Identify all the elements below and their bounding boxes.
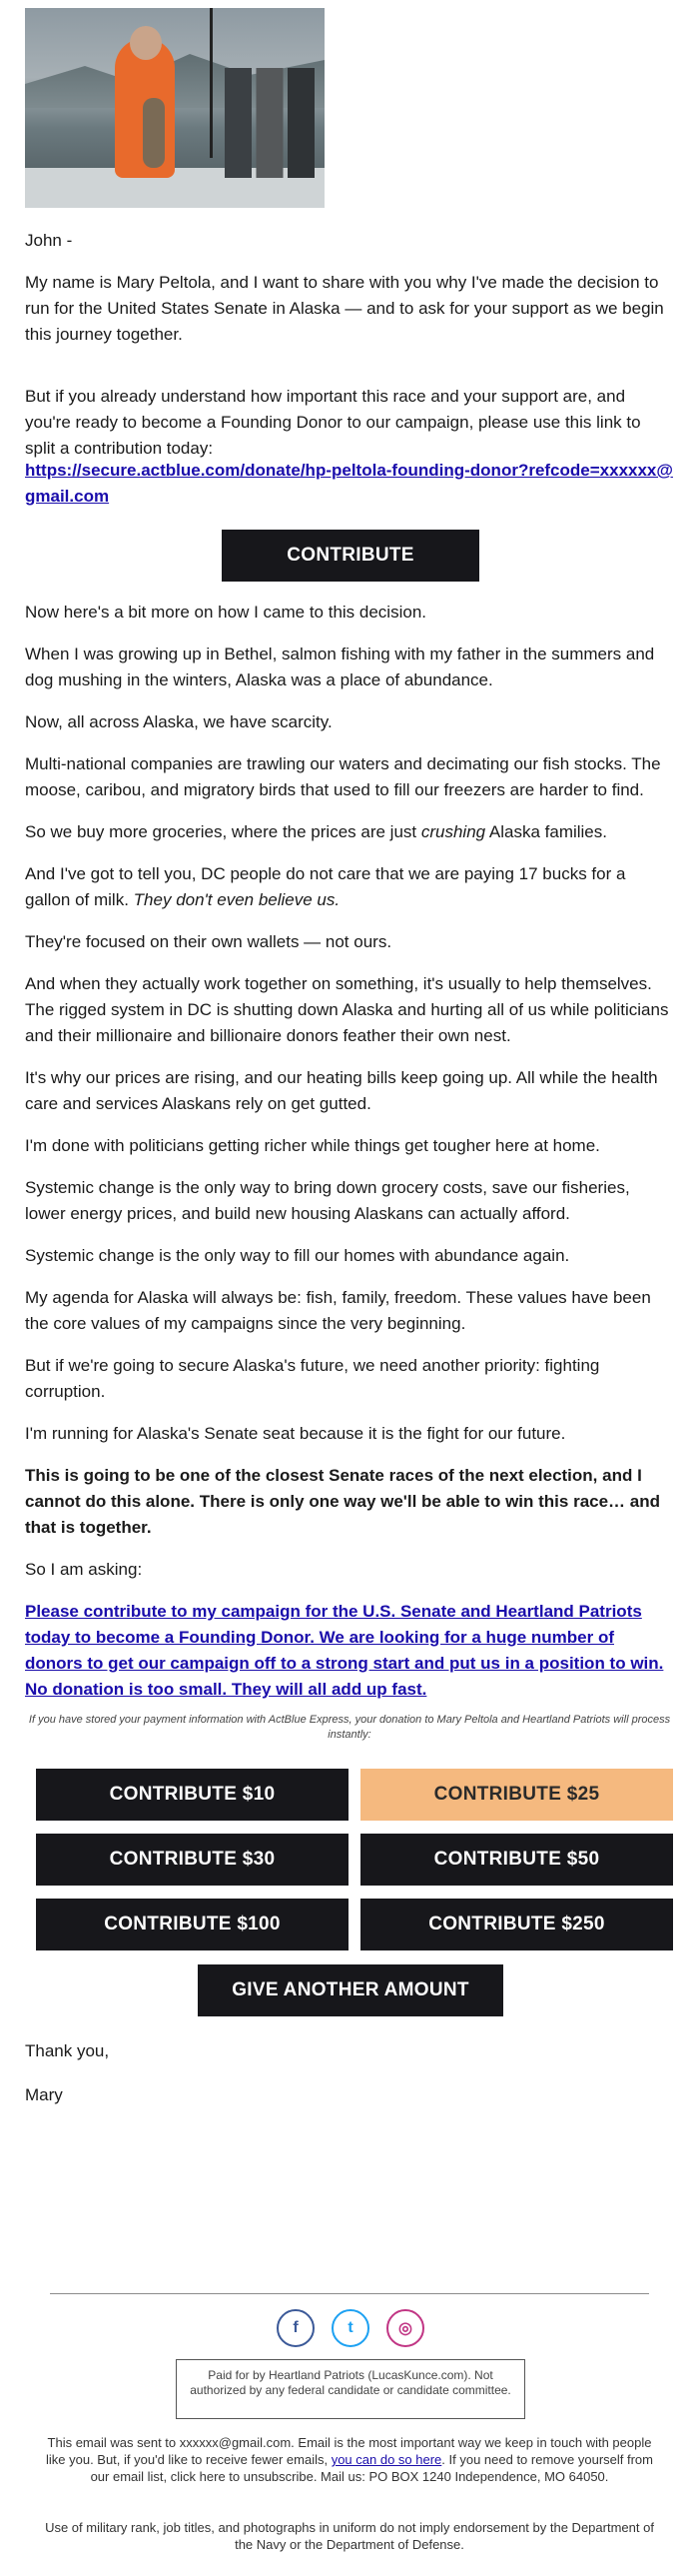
footer-sent-to: This email was sent to xxxxxx@gmail.com. Email is the most important way we keep in touch with people like you. But, if you'd like to receive fewer emails, you can do so here. If you need to remove yourself from our email list, click here to unsubscribe. Mail us: PO BOX 1240 Independence, MO 64050. [45, 2435, 653, 2484]
fewer-emails-link[interactable]: you can do so here [331, 2452, 442, 2467]
ask-link[interactable]: Please contribute to my campaign for the U.S. Senate and Heartland Patriots today to become a Founding Donor. We are looking for a huge number of donors to get our campaign off to a strong start and put us in a position to win. No donation is too small. They will all add up fast. [25, 1602, 664, 1699]
paid-for-disclaimer: Paid for by Heartland Patriots (LucasKunce.com). Not authorized by any federal candidate or candidate committee. [176, 2359, 525, 2419]
closing-thank-you: Thank you, [25, 2041, 110, 2060]
paragraph-asking: So I am asking: [25, 1560, 143, 1579]
twitter-icon[interactable]: t [332, 2309, 369, 2347]
paragraph-decision: Now here's a bit more on how I came to this decision. [25, 603, 426, 622]
footer-military-disclaimer: Use of military rank, job titles, and photographs in uniform do not imply endorsement by the Department of the Navy or the Department of Defense. [45, 2520, 654, 2552]
give-another-amount-button[interactable]: GIVE ANOTHER AMOUNT [198, 1964, 503, 2016]
email-body [25, 0, 674, 2552]
ask-link-paragraph [25, 1599, 674, 1703]
contribute-50-button[interactable]: CONTRIBUTE $50 [360, 1834, 673, 1886]
paragraph-agenda: My agenda for Alaska will always be: fish, family, freedom. These values have been the core values of my campaigns since the very beginning. [25, 1288, 651, 1333]
contribute-10-button[interactable]: CONTRIBUTE $10 [36, 1769, 349, 1821]
paragraph-groceries: So we buy more groceries, where the prices are just crushing Alaska families. [25, 822, 607, 841]
paragraph-systemic-1: Systemic change is the only way to bring down grocery costs, save our fisheries, lower energy prices, and build new housing Alaskans can actually afford. [25, 1178, 630, 1223]
paragraph-closest-race: This is going to be one of the closest Senate races of the next election, and I cannot do this alone. There is only one way we'll be able to win this race… and that is together. [25, 1466, 661, 1537]
actblue-express-note: If you have stored your payment information with ActBlue Express, your donation to Mary Peltola and Heartland Patriots will process instantly: [28, 1714, 671, 1741]
paragraph-milk: And I've got to tell you, DC people do not care that we are paying 17 bucks for a gallon of milk. They don't even believe us. [25, 864, 626, 909]
paragraph-founding: But if you already understand how important this race and your support are, and you're ready to become a Founding Donor to our campaign, please use this link to split a contribution today: [25, 387, 641, 458]
contribute-250-button[interactable]: CONTRIBUTE $250 [360, 1899, 673, 1950]
facebook-icon[interactable]: f [277, 2309, 315, 2347]
donate-link-paragraph [25, 458, 674, 510]
contribute-25-button[interactable]: CONTRIBUTE $25 [360, 1769, 673, 1821]
instagram-icon[interactable]: ◎ [386, 2309, 424, 2347]
paragraph-trawling: Multi-national companies are trawling our waters and decimating our fish stocks. The moose, caribou, and migratory birds that used to fill our freezers are harder to find. [25, 754, 661, 799]
closing-signature: Mary [25, 2085, 63, 2104]
greeting: John - [25, 231, 73, 250]
paragraph-rigged: And when they actually work together on something, it's usually to help themselves. The rigged system in DC is shutting down Alaska and hurting all of us while politicians and their millionaire and billionaire donors feather their own nest. [25, 974, 669, 1045]
paragraph-intro: My name is Mary Peltola, and I want to share with you why I've made the decision to run for the United States Senate in Alaska — and to ask for your support as we begin this journey together. [25, 273, 664, 344]
paragraph-bethel: When I was growing up in Bethel, salmon fishing with my father in the summers and dog mushing in the winters, Alaska was a place of abundance. [25, 644, 655, 689]
footer-divider [50, 2293, 649, 2294]
paragraph-systemic-2: Systemic change is the only way to fill our homes with abundance again. [25, 1246, 570, 1265]
paragraph-prices: It's why our prices are rising, and our heating bills keep going up. All while the health care and services Alaskans rely on get gutted. [25, 1068, 658, 1113]
donate-link[interactable]: https://secure.actblue.com/donate/hp-peltola-founding-donor?refcode=xxxxxx@gmail.com [25, 461, 673, 506]
contribute-button[interactable]: CONTRIBUTE [222, 530, 479, 582]
paragraph-wallets: They're focused on their own wallets — not ours. [25, 932, 392, 951]
hero-photo [25, 8, 325, 208]
paragraph-done: I'm done with politicians getting richer while things get tougher here at home. [25, 1136, 600, 1155]
contribute-100-button[interactable]: CONTRIBUTE $100 [36, 1899, 349, 1950]
paragraph-corruption: But if we're going to secure Alaska's future, we need another priority: fighting corruption. [25, 1356, 600, 1401]
contribute-30-button[interactable]: CONTRIBUTE $30 [36, 1834, 349, 1886]
paragraph-running: I'm running for Alaska's Senate seat because it is the fight for our future. [25, 1424, 566, 1443]
paragraph-scarcity: Now, all across Alaska, we have scarcity. [25, 712, 333, 731]
